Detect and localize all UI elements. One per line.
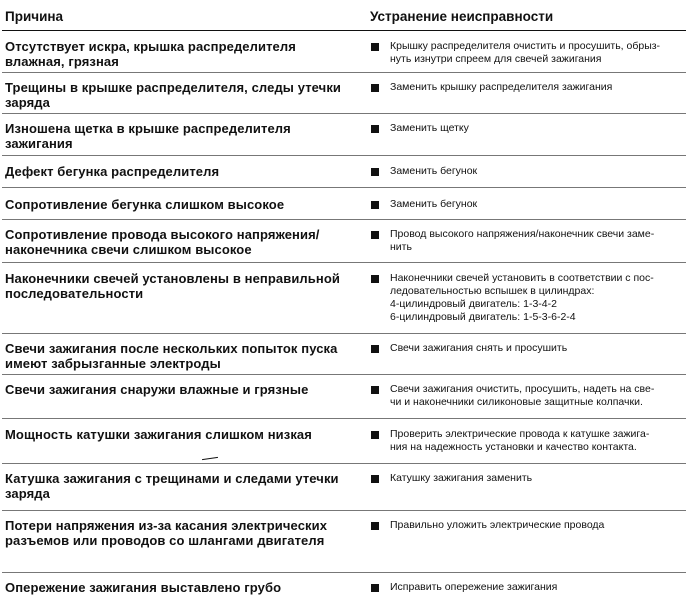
header-cause: Причина: [5, 9, 64, 24]
fix-text: Наконечники свечей установить в соответствии с пос- ледовательностью вспышек в цилиндрах: 4-цилиндровый двигатель: 1-3-4-2 6-цилиндровый двигатель: 1-5-3-6-2-4: [390, 272, 654, 323]
row-divider: [2, 219, 686, 220]
bullet-square: [371, 345, 379, 353]
header-fix: Устранение неисправности: [370, 9, 554, 24]
row-divider: [2, 187, 686, 188]
scan-mark: [202, 457, 218, 460]
fix-text: Заменить бегунок: [390, 198, 478, 210]
bullet-square: [371, 431, 379, 439]
fix-text: Заменить щетку: [390, 122, 469, 134]
bullet-square: [371, 522, 379, 530]
fix-text: Свечи зажигания снять и просушить: [390, 342, 568, 354]
fix-text: Свечи зажигания очистить, просушить, надеть на све- чи и наконечники силиконовые защитные колпачки.: [390, 383, 655, 408]
row-divider: [2, 418, 686, 419]
bullet-square: [371, 386, 379, 394]
bullet-square: [371, 275, 379, 283]
row-divider: [2, 463, 686, 464]
bullet-square: [371, 43, 379, 51]
row-divider: [2, 374, 686, 375]
fix-text: Катушку зажигания заменить: [390, 472, 533, 484]
row-divider: [2, 510, 686, 511]
cause-text: Потери напряжения из-за касания электрических разъемов или проводов со шлангами двигателя: [5, 518, 328, 548]
cause-text: Наконечники свечей установлены в неправильной последовательности: [5, 271, 340, 301]
bullet-square: [371, 84, 379, 92]
cause-text: Дефект бегунка распределителя: [5, 164, 220, 179]
bullet-square: [371, 584, 379, 592]
fix-text: Проверить электрические провода к катушке зажига- ния на надежность установки и качество контакта.: [390, 428, 650, 453]
cause-text: Свечи зажигания снаружи влажные и грязные: [5, 382, 309, 397]
cause-text: Трещины в крышке распределителя, следы утечки заряда: [5, 80, 342, 110]
row-divider: [2, 572, 686, 573]
row-divider: [2, 333, 686, 334]
bullet-square: [371, 201, 379, 209]
bullet-square: [371, 168, 379, 176]
cause-text: Мощность катушки зажигания слишком низкая: [5, 427, 312, 442]
bullet-square: [371, 231, 379, 239]
cause-text: Опережение зажигания выставлено грубо: [5, 580, 282, 595]
header-divider: [2, 30, 686, 31]
row-divider: [2, 155, 686, 156]
cause-text: Катушка зажигания с трещинами и следами утечки заряда: [5, 471, 339, 501]
fix-text: Заменить бегунок: [390, 165, 478, 177]
cause-text: Сопротивление бегунка слишком высокое: [5, 197, 285, 212]
bullet-square: [371, 125, 379, 133]
fix-text: Правильно уложить электрические провода: [390, 519, 605, 531]
fix-text: Провод высокого напряжения/наконечник свечи заме- нить: [390, 228, 655, 253]
row-divider: [2, 113, 686, 114]
fix-text: Крышку распределителя очистить и просушить, обрыз- нуть изнутри спреем для свечей зажигания: [390, 40, 661, 65]
row-divider: [2, 262, 686, 263]
fix-text: Заменить крышку распределителя зажигания: [390, 81, 613, 93]
fix-text: Исправить опережение зажигания: [390, 581, 558, 593]
bullet-square: [371, 475, 379, 483]
cause-text: Сопротивление провода высокого напряжения/ наконечника свечи слишком высокое: [5, 227, 320, 257]
cause-text: Свечи зажигания после нескольких попыток пуска имеют забрызганные электроды: [5, 341, 338, 371]
cause-text: Изношена щетка в крышке распределителя зажигания: [5, 121, 291, 151]
cause-text: Отсутствует искра, крышка распределителя влажная, грязная: [5, 39, 296, 69]
row-divider: [2, 72, 686, 73]
